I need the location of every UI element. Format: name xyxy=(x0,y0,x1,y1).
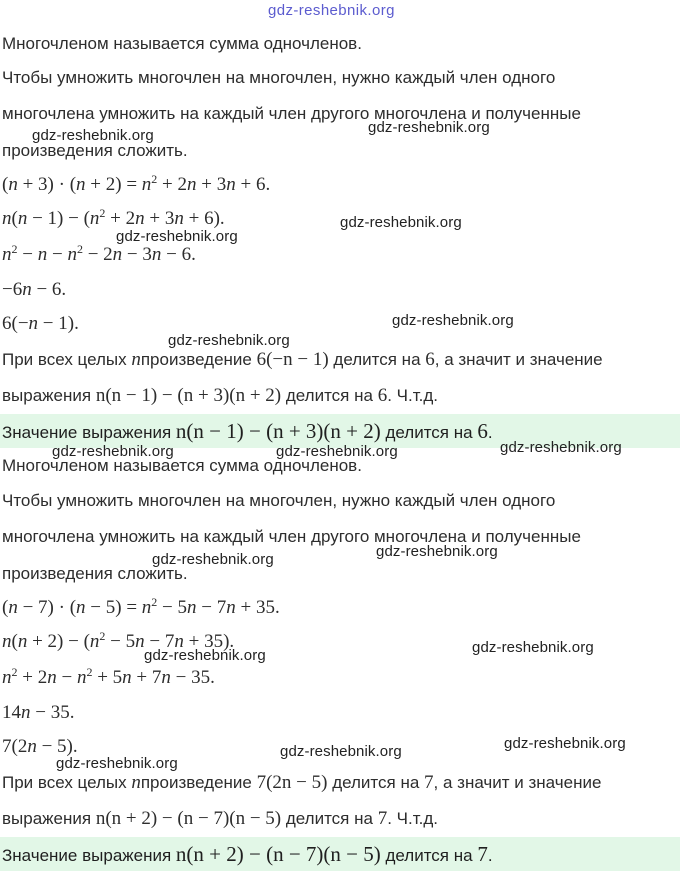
conclusion-text: делится на xyxy=(281,809,378,828)
conclusion-text: делится на xyxy=(281,386,378,405)
definition-text: Многочленом называется сумма одночленов. xyxy=(2,34,362,53)
conclusion-text: . Ч.т.д. xyxy=(387,386,438,405)
divisor-number: 7 xyxy=(424,772,434,793)
answer-divisor: 6 xyxy=(477,419,488,443)
answer-text: делится на xyxy=(380,846,478,865)
watermark: gdz-reshebnik.org xyxy=(116,228,238,245)
watermark: gdz-reshebnik.org xyxy=(392,312,514,329)
answer-text: Значение выражения xyxy=(2,846,176,865)
expression: n(n − 1) − (n + 3)(n + 2) xyxy=(95,385,282,406)
watermark: gdz-reshebnik.org xyxy=(280,743,402,760)
conclusion-text: , а значит и значение xyxy=(434,350,603,369)
rule-text-line-1: Чтобы умножить многочлен на многочлен, нужно каждый член одного xyxy=(2,491,556,510)
divisor-number: 7 xyxy=(377,808,388,829)
formula-step-5 xyxy=(2,309,680,339)
formula-step-4 xyxy=(2,698,680,728)
product-expression: 7(2n − 5) xyxy=(256,772,328,793)
conclusion-text: , а значит и значение xyxy=(433,773,602,792)
product-expression: 6(−n − 1) xyxy=(256,349,329,370)
answer-divisor: 7 xyxy=(477,842,488,866)
watermark: gdz-reshebnik.org xyxy=(152,551,274,568)
watermark: gdz-reshebnik.org xyxy=(500,439,622,456)
conclusion-text: делится на xyxy=(328,350,426,369)
formula-part: $(n + 3) \cdot (n + 2) = n^2 + 2n + 3n + 6$. xyxy=(2,172,271,195)
formula-part: 7(2n − 5). xyxy=(2,736,78,757)
watermark: gdz-reshebnik.org xyxy=(32,127,154,144)
formula-part: $n^2 + 2n - n^2 + 5n + 7n - 35$. xyxy=(2,665,215,688)
answer-expression: n(n + 2) − (n − 7)(n − 5) xyxy=(175,842,381,866)
watermark: gdz-reshebnik.org xyxy=(52,443,174,460)
answer-text: Значение выражения xyxy=(2,423,176,442)
answer-text: . xyxy=(487,423,493,442)
variable-n: n xyxy=(131,772,141,793)
formula-step-3 xyxy=(2,240,680,270)
formula-step-1 xyxy=(2,170,680,200)
answer-text: делится на xyxy=(380,423,478,442)
answer-expression: n(n − 1) − (n + 3)(n + 2) xyxy=(175,419,381,443)
conclusion-line-2 xyxy=(2,381,680,411)
formula-part: $n(n - 1) - (n^2 + 2n + 3n + 6)$. xyxy=(2,206,225,229)
formula-part: 6(−n − 1). xyxy=(2,313,79,334)
conclusion-text: произведение xyxy=(140,350,257,369)
rule-text-line-1: Чтобы умножить многочлен на многочлен, нужно каждый член одного xyxy=(2,68,556,87)
watermark: gdz-reshebnik.org xyxy=(368,119,490,136)
conclusion-text: выражения xyxy=(2,809,96,828)
conclusion-line-1 xyxy=(2,768,680,798)
rule-text-line-2: многочлена умножить на каждый член другого многочлена и полученные xyxy=(2,104,581,123)
answer-text: . xyxy=(487,846,493,865)
watermark: gdz-reshebnik.org xyxy=(144,647,266,664)
conclusion-text: выражения xyxy=(2,386,96,405)
watermark: gdz-reshebnik.org xyxy=(56,755,178,772)
formula-part: $(n - 7) \cdot (n - 5) = n^2 - 5n - 7n + 35$. xyxy=(2,595,280,618)
watermark: gdz-reshebnik.org xyxy=(504,735,626,752)
formula-part: $n(n + 2) - (n^2 - 5n - 7n + 35)$. xyxy=(2,629,235,652)
formula-step-1 xyxy=(2,593,680,623)
watermark: gdz-reshebnik.org xyxy=(340,214,462,231)
variable-n: n xyxy=(131,349,141,370)
conclusion-line-1 xyxy=(2,345,680,375)
formula-step-3 xyxy=(2,663,680,693)
conclusion-text: При всех целых xyxy=(2,350,132,369)
formula-part: −6n − 6. xyxy=(2,279,67,300)
rule-text-line-2: многочлена умножить на каждый член другого многочлена и полученные xyxy=(2,527,581,546)
expression: n(n + 2) − (n − 7)(n − 5) xyxy=(95,808,282,829)
watermark: gdz-reshebnik.org xyxy=(472,639,594,656)
formula-part: 14n − 35. xyxy=(2,702,75,723)
answer-box xyxy=(0,837,680,871)
formula-step-4 xyxy=(2,275,680,305)
conclusion-text: произведение xyxy=(140,773,257,792)
watermark: gdz-reshebnik.org xyxy=(268,2,395,19)
conclusion-text: делится на xyxy=(327,773,425,792)
watermark: gdz-reshebnik.org xyxy=(276,443,398,460)
divisor-number: 6 xyxy=(377,385,388,406)
definition-text: Многочленом называется сумма одночленов. xyxy=(2,456,362,475)
divisor-number: 6 xyxy=(425,349,435,370)
watermark: gdz-reshebnik.org xyxy=(168,332,290,349)
rule-text-line-3: произведения сложить. xyxy=(2,564,188,583)
watermark: gdz-reshebnik.org xyxy=(376,543,498,560)
conclusion-line-2 xyxy=(2,804,680,834)
conclusion-text: . Ч.т.д. xyxy=(387,809,438,828)
formula-part: $n^2 - n - n^2 - 2n - 3n - 6$. xyxy=(2,242,196,265)
conclusion-text: При всех целых xyxy=(2,773,132,792)
rule-text-line-3: произведения сложить. xyxy=(2,141,188,160)
